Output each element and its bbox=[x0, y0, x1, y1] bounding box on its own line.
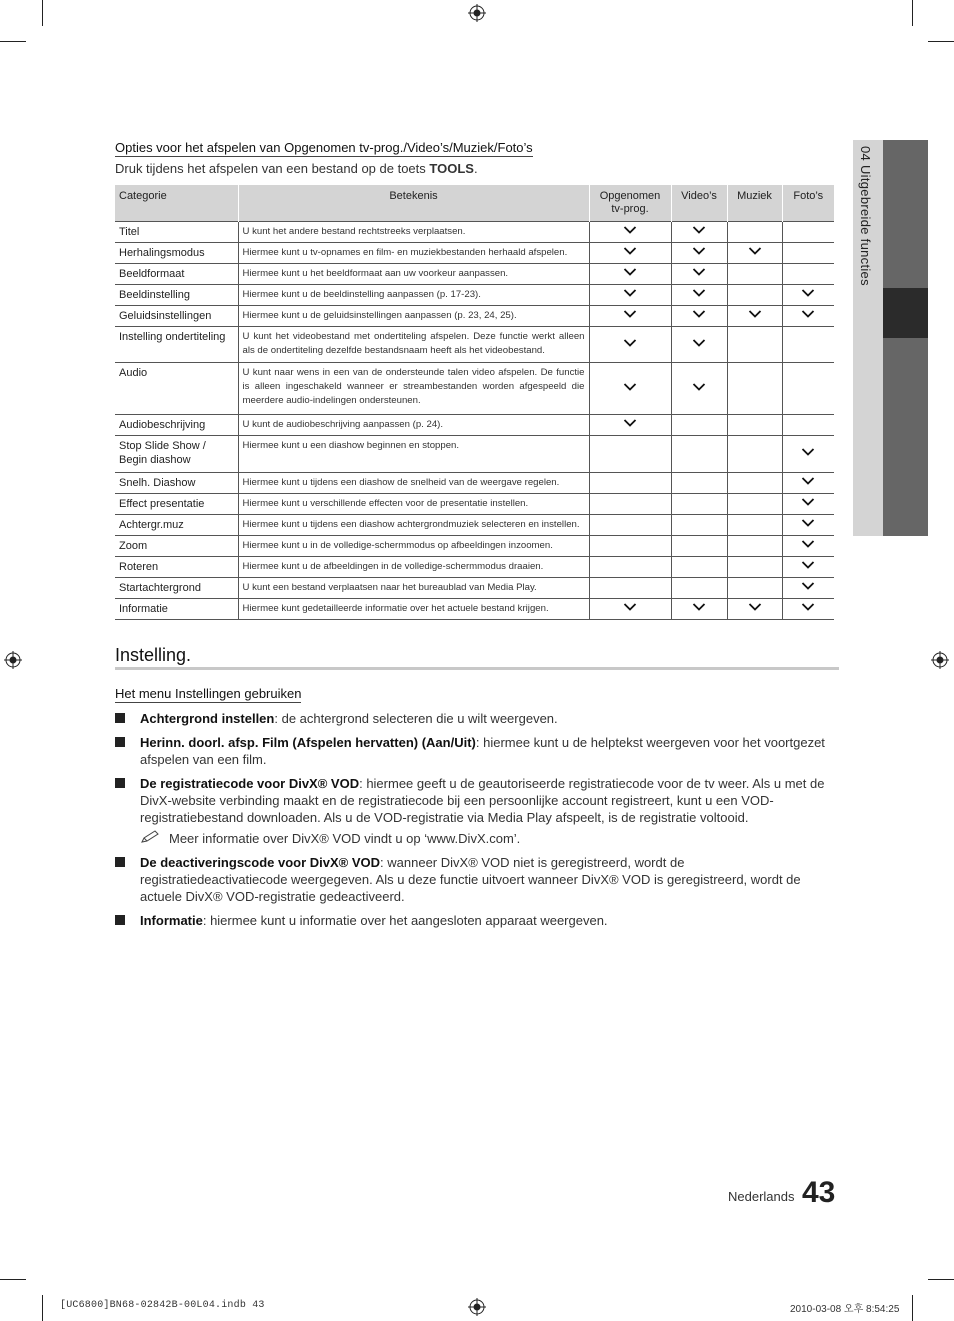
section-intro: Druk tijdens het afspelen van een bestand op de toets TOOLS. bbox=[115, 161, 478, 176]
table-row bbox=[115, 494, 834, 515]
instelling-heading: Instelling. bbox=[115, 645, 192, 665]
check-cell bbox=[782, 363, 834, 415]
list-item: Herinn. doorl. afsp. Film (Afspelen hervatten) (Aan/Uit): hiermee kunt u de helptekst weergeven voor het voortgezet afspelen van een film. bbox=[115, 734, 835, 768]
list-item: Informatie: hiermee kunt u informatie over het aangesloten apparaat weergeven. bbox=[115, 912, 835, 929]
page-number: 43 bbox=[802, 1176, 836, 1209]
check-mark-icon bbox=[692, 602, 706, 612]
tools-key-label: TOOLS bbox=[429, 161, 474, 176]
check-cell bbox=[671, 285, 727, 306]
check-cell bbox=[782, 264, 834, 285]
check-cell bbox=[589, 363, 671, 415]
check-cell bbox=[727, 473, 782, 494]
category-cell: Audiobeschrijving bbox=[115, 415, 238, 436]
list-item: De registratiecode voor DivX® VOD: hiermee geeft u de geautoriseerde registratiecode voor de tv weer. Als u met de DivX-website verbinding maakt en de registratiecode bij een persoonlijke account registreert, kunt u een VOD-registratiebestand downloaden. Als u de VOD-registratie via Media Play afspeelt, is de registratie voltooid. Meer informatie over DivX® VOD vindt u op ‘www.DivX.com’. bbox=[115, 775, 835, 847]
check-cell bbox=[671, 436, 727, 473]
check-cell bbox=[671, 536, 727, 557]
header-opgenomen: Opgenomen tv-prog. bbox=[589, 185, 671, 222]
crop-mark bbox=[42, 1295, 43, 1321]
check-cell bbox=[589, 494, 671, 515]
category-cell: Effect presentatie bbox=[115, 494, 238, 515]
check-cell bbox=[727, 536, 782, 557]
check-cell bbox=[727, 327, 782, 363]
check-mark-icon bbox=[692, 288, 706, 298]
chapter-tab-label: 04 Uitgebreide functies bbox=[858, 146, 873, 286]
check-cell bbox=[727, 264, 782, 285]
check-cell bbox=[589, 285, 671, 306]
check-cell bbox=[671, 494, 727, 515]
crop-mark bbox=[928, 1279, 954, 1280]
header-fotos: Foto’s bbox=[782, 185, 834, 222]
check-mark-icon bbox=[623, 309, 637, 319]
table-row bbox=[115, 515, 834, 536]
check-cell bbox=[782, 473, 834, 494]
check-cell bbox=[589, 222, 671, 243]
check-cell bbox=[671, 327, 727, 363]
check-cell bbox=[727, 243, 782, 264]
check-cell bbox=[782, 306, 834, 327]
options-table bbox=[115, 185, 834, 620]
category-cell: Beeldinstelling bbox=[115, 285, 238, 306]
check-cell bbox=[727, 222, 782, 243]
table-row bbox=[115, 536, 834, 557]
description-cell: Hiermee kunt u tv-opnames en film- en muziekbestanden herhaald afspelen. bbox=[238, 243, 589, 264]
description-cell: U kunt de audiobeschrijving aanpassen (p. 24). bbox=[238, 415, 589, 436]
check-cell bbox=[589, 436, 671, 473]
check-cell bbox=[671, 557, 727, 578]
check-cell bbox=[589, 536, 671, 557]
bullet-square-icon bbox=[115, 737, 125, 747]
check-mark-icon bbox=[801, 581, 815, 591]
check-mark-icon bbox=[801, 539, 815, 549]
check-cell bbox=[727, 515, 782, 536]
print-timestamp: 2010-03-08 오후 8:54:25 bbox=[790, 1304, 900, 1315]
check-cell bbox=[727, 494, 782, 515]
category-cell: Herhalingsmodus bbox=[115, 243, 238, 264]
description-cell: Hiermee kunt u een diashow beginnen en stoppen. bbox=[238, 436, 589, 473]
check-cell bbox=[782, 436, 834, 473]
note bbox=[140, 830, 835, 847]
instelling-subheading: Het menu Instellingen gebruiken bbox=[115, 686, 302, 701]
table-row bbox=[115, 557, 834, 578]
check-mark-icon bbox=[801, 560, 815, 570]
table-header-row bbox=[115, 185, 834, 222]
check-cell bbox=[671, 243, 727, 264]
category-cell: Startachtergrond bbox=[115, 578, 238, 599]
check-cell bbox=[727, 363, 782, 415]
check-mark-icon bbox=[801, 518, 815, 528]
table-row bbox=[115, 264, 834, 285]
category-cell: Titel bbox=[115, 222, 238, 243]
description-cell: U kunt naar wens in een van de ondersteunde talen video afspelen. De functie is alleen ingeschakeld wanneer er streambestanden worden afgespeeld die meerdere audio-indelingen ondersteunen. bbox=[238, 363, 589, 415]
table-row bbox=[115, 473, 834, 494]
table-row bbox=[115, 327, 834, 363]
header-categorie: Categorie bbox=[115, 185, 238, 222]
section-title: Opties voor het afspelen van Opgenomen tv-prog./Video’s/Muziek/Foto’s bbox=[115, 140, 533, 155]
category-cell: Stop Slide Show / Begin diashow bbox=[115, 436, 238, 473]
check-cell bbox=[782, 285, 834, 306]
crop-mark bbox=[912, 1295, 913, 1321]
description-cell: Hiermee kunt u tijdens een diashow de snelheid van de weergave regelen. bbox=[238, 473, 589, 494]
check-mark-icon bbox=[801, 602, 815, 612]
bullet-square-icon bbox=[115, 778, 125, 788]
check-cell bbox=[671, 363, 727, 415]
check-mark-icon bbox=[692, 309, 706, 319]
description-cell: Hiermee kunt u tijdens een diashow achtergrondmuziek selecteren en instellen. bbox=[238, 515, 589, 536]
check-cell bbox=[782, 243, 834, 264]
description-cell: Hiermee kunt u verschillende effecten voor de presentatie instellen. bbox=[238, 494, 589, 515]
description-cell: U kunt een bestand verplaatsen naar het bureaublad van Media Play. bbox=[238, 578, 589, 599]
description-cell: Hiermee kunt u in de volledige-schermmodus op afbeeldingen inzoomen. bbox=[238, 536, 589, 557]
check-mark-icon bbox=[801, 288, 815, 298]
list-item: De deactiveringscode voor DivX® VOD: wanneer DivX® VOD niet is geregistreerd, wordt de registratiedeactivatiecode weergegeven. Als u deze functie uitvoert wanneer DivX® VOD is geregistreerd, wordt de actuele DivX® VOD-registratie gedeactiveerd. bbox=[115, 854, 835, 905]
registration-mark-icon bbox=[468, 1298, 486, 1316]
check-cell bbox=[589, 473, 671, 494]
check-mark-icon bbox=[623, 382, 637, 392]
registration-mark-icon bbox=[931, 651, 949, 669]
check-cell bbox=[727, 557, 782, 578]
registration-mark-icon bbox=[4, 651, 22, 669]
check-mark-icon bbox=[623, 267, 637, 277]
category-cell: Audio bbox=[115, 363, 238, 415]
check-cell bbox=[589, 557, 671, 578]
instelling-list bbox=[115, 710, 835, 936]
check-mark-icon bbox=[801, 447, 815, 457]
check-mark-icon bbox=[692, 338, 706, 348]
check-cell bbox=[782, 222, 834, 243]
category-cell: Achtergr.muz bbox=[115, 515, 238, 536]
check-mark-icon bbox=[748, 309, 762, 319]
check-cell bbox=[671, 415, 727, 436]
pencil-note-icon bbox=[140, 830, 160, 844]
check-cell bbox=[589, 264, 671, 285]
check-cell bbox=[589, 327, 671, 363]
check-cell bbox=[727, 415, 782, 436]
check-cell bbox=[589, 578, 671, 599]
category-cell: Geluidsinstellingen bbox=[115, 306, 238, 327]
check-cell bbox=[671, 306, 727, 327]
check-mark-icon bbox=[623, 288, 637, 298]
check-mark-icon bbox=[692, 267, 706, 277]
check-cell bbox=[671, 473, 727, 494]
check-cell bbox=[589, 515, 671, 536]
check-mark-icon bbox=[623, 225, 637, 235]
chapter-tab-strip bbox=[883, 140, 928, 536]
table-row bbox=[115, 243, 834, 264]
category-cell: Informatie bbox=[115, 599, 238, 620]
header-muziek: Muziek bbox=[727, 185, 782, 222]
check-mark-icon bbox=[748, 602, 762, 612]
check-mark-icon bbox=[801, 476, 815, 486]
category-cell: Instelling ondertiteling bbox=[115, 327, 238, 363]
crop-mark bbox=[928, 41, 954, 42]
table-row bbox=[115, 285, 834, 306]
check-mark-icon bbox=[801, 497, 815, 507]
check-cell bbox=[782, 494, 834, 515]
check-cell bbox=[589, 415, 671, 436]
check-cell bbox=[727, 599, 782, 620]
check-cell bbox=[782, 327, 834, 363]
bullet-square-icon bbox=[115, 713, 125, 723]
crop-mark bbox=[42, 0, 43, 26]
note-text: Meer informatie over DivX® VOD vindt u op ‘www.DivX.com’. bbox=[169, 831, 521, 846]
category-cell: Snelh. Diashow bbox=[115, 473, 238, 494]
check-mark-icon bbox=[692, 382, 706, 392]
check-mark-icon bbox=[623, 338, 637, 348]
check-cell bbox=[589, 306, 671, 327]
check-mark-icon bbox=[801, 309, 815, 319]
check-cell bbox=[589, 243, 671, 264]
description-cell: Hiermee kunt u de afbeeldingen in de volledige-schermmodus draaien. bbox=[238, 557, 589, 578]
check-cell bbox=[782, 599, 834, 620]
table-row bbox=[115, 599, 834, 620]
heading-rule bbox=[115, 667, 839, 670]
description-cell: Hiermee kunt u de beeldinstelling aanpassen (p. 17-23). bbox=[238, 285, 589, 306]
check-cell bbox=[589, 599, 671, 620]
header-betekenis: Betekenis bbox=[238, 185, 589, 222]
header-videos: Video’s bbox=[671, 185, 727, 222]
check-cell bbox=[671, 578, 727, 599]
table-row bbox=[115, 436, 834, 473]
table-row bbox=[115, 222, 834, 243]
check-mark-icon bbox=[692, 225, 706, 235]
table-row bbox=[115, 363, 834, 415]
table-row bbox=[115, 415, 834, 436]
bullet-square-icon bbox=[115, 915, 125, 925]
description-cell: Hiermee kunt u de geluidsinstellingen aanpassen (p. 23, 24, 25). bbox=[238, 306, 589, 327]
check-cell bbox=[671, 515, 727, 536]
language-label: Nederlands bbox=[728, 1189, 795, 1204]
bullet-square-icon bbox=[115, 857, 125, 867]
description-cell: U kunt het videobestand met ondertiteling afspelen. Deze functie werkt alleen als de ondertiteling dezelfde bestandsnaam heeft als het videobestand. bbox=[238, 327, 589, 363]
check-mark-icon bbox=[623, 418, 637, 428]
table-row bbox=[115, 306, 834, 327]
check-cell bbox=[782, 515, 834, 536]
description-cell: U kunt het andere bestand rechtstreeks verplaatsen. bbox=[238, 222, 589, 243]
registration-mark-icon bbox=[468, 4, 486, 22]
crop-mark bbox=[912, 0, 913, 26]
category-cell: Roteren bbox=[115, 557, 238, 578]
category-cell: Beeldformaat bbox=[115, 264, 238, 285]
check-cell bbox=[727, 578, 782, 599]
check-mark-icon bbox=[623, 246, 637, 256]
check-cell bbox=[727, 436, 782, 473]
category-cell: Zoom bbox=[115, 536, 238, 557]
description-cell: Hiermee kunt u het beeldformaat aan uw voorkeur aanpassen. bbox=[238, 264, 589, 285]
check-cell bbox=[782, 536, 834, 557]
check-cell bbox=[727, 306, 782, 327]
check-mark-icon bbox=[692, 246, 706, 256]
crop-mark bbox=[0, 41, 26, 42]
check-cell bbox=[782, 557, 834, 578]
list-item: Achtergrond instellen: de achtergrond selecteren die u wilt weergeven. bbox=[115, 710, 835, 727]
check-cell bbox=[671, 222, 727, 243]
check-cell bbox=[671, 599, 727, 620]
check-cell bbox=[727, 285, 782, 306]
print-file-label: [UC6800]BN68-02842B-00L04.indb 43 bbox=[60, 1300, 265, 1311]
table-row bbox=[115, 578, 834, 599]
chapter-tab-marker bbox=[883, 288, 928, 338]
check-cell bbox=[782, 415, 834, 436]
check-cell bbox=[782, 578, 834, 599]
check-mark-icon bbox=[748, 246, 762, 256]
crop-mark bbox=[0, 1279, 26, 1280]
check-cell bbox=[671, 264, 727, 285]
description-cell: Hiermee kunt gedetailleerde informatie over het actuele bestand krijgen. bbox=[238, 599, 589, 620]
check-mark-icon bbox=[623, 602, 637, 612]
